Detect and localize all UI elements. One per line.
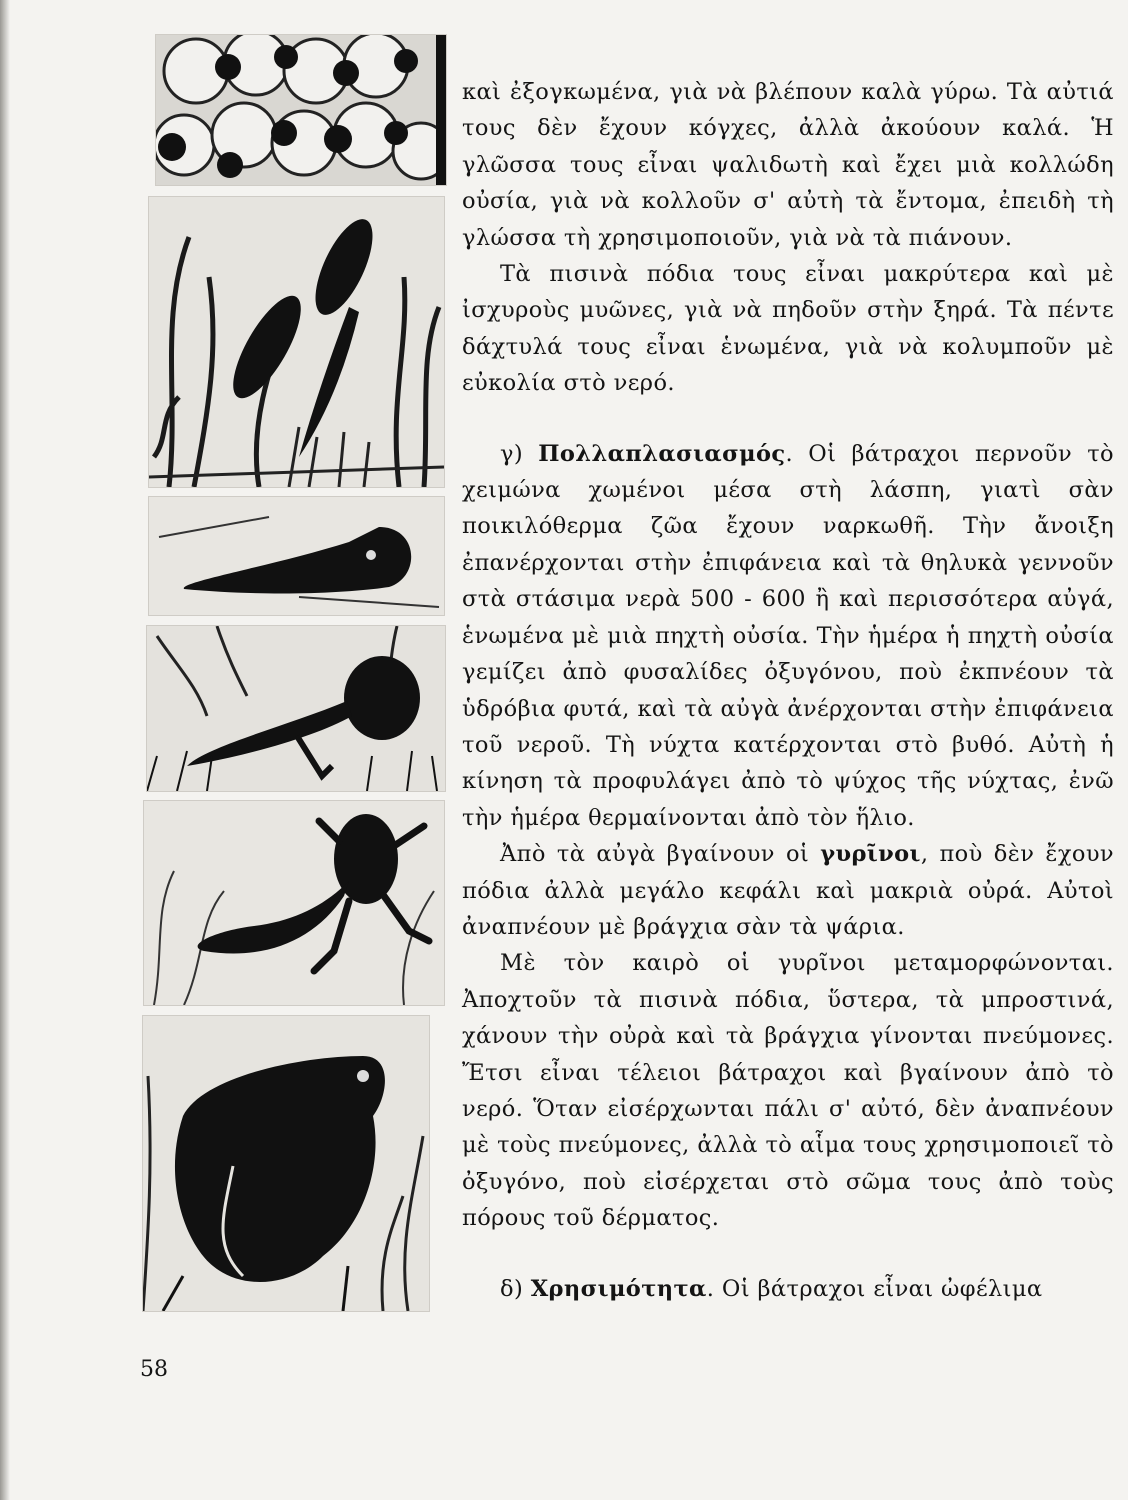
usefulness-body: . Οἱ βάτραχοι εἶναι ὠφέλιμα (706, 1275, 1043, 1302)
tadpole-with-legs-illustration (146, 625, 446, 792)
adult-frog-illustration (142, 1015, 430, 1312)
section-heading-reproduction: Πολλαπλασιασμός (538, 440, 786, 467)
term-tadpoles: γυρῖνοι (820, 841, 921, 868)
frog-eggs-illustration (155, 34, 447, 186)
section-gap (462, 402, 1114, 436)
section-heading-usefulness: Χρησιμότητα (530, 1275, 707, 1302)
section-marker-delta: δ) (500, 1275, 531, 1302)
reproduction-body: . Οἱ βάτραχοι περνοῦν τὸ χειμώνα χωμένοι μέσα στὴ λάσπη, γιατὶ σὰν ποικιλόθερμα ζῶα ἔχουν ναρκωθῆ. Τὴν ἄνοιξη ἐπανέρχονται στὴν ἐπιφάνεια καὶ τὰ θηλυκὰ γεννοῦν στὰ στάσιμα νερὰ 500 - 600 ἢ καὶ περισσότερα αὐγά, ἑνωμένα μὲ μιὰ πηχτὴ οὐσία. Τὴν ἡμέρα ἡ πηχτὴ οὐσία γεμίζει ἀπὸ φυσαλίδες ὀξυγόνου, ποὺ ἐκπνέουν τὰ ὑδρόβια φυτά, καὶ τὰ αὐγὰ ἀνέρχονται στὴν ἐπιφάνεια τοῦ νεροῦ. Τὴ νύχτα κατέρχονται στὸ βυθό. Αὐτὴ ἡ κίνηση τὰ προφυλάγει ἀπὸ τὸ ψύχος τῆς νύχτας, ἐνῶ τὴν ἡμέρα θερμαίνονται ἀπὸ τὸν ἥλιο. (462, 440, 1115, 831)
paragraph-tadpoles (462, 836, 1114, 945)
page-edge-shadow (0, 0, 10, 1500)
paragraph-metamorphosis: Μὲ τὸν καιρὸ οἱ γυρῖνοι μεταμορφώνονται. Ἀποχτοῦν τὰ πισινὰ πόδια, ὕστερα, τὰ μπροστινά, χάνουν τὴν οὐρὰ καὶ τὰ βράγχια γίνονται πνεύμονες. Ἔτσι εἶναι τέλειοι βάτραχοι καὶ βγαίνουν ἀπὸ τὸ νερό. Ὅταν εἰσέρχωνται πάλι σ' αὐτό, δὲν ἀναπνέουν μὲ τοὺς πνεύμονες, ἀλλὰ τὸ αἷμα τους χρησιμοποιεῖ τὸ ὀξυγόνο, ποὺ εἰσέρχεται στὸ σῶμα τους ἀπὸ τοὺς πόρους τοῦ δέρματος. (462, 950, 1114, 1232)
page-number: 58 (140, 1357, 168, 1382)
section-gap (462, 1237, 1114, 1271)
paragraph-usefulness (462, 1271, 1114, 1307)
tadpole-illustration (148, 496, 445, 616)
tadpoles-in-reeds-illustration (148, 196, 445, 488)
section-marker-gamma: γ) (500, 440, 539, 467)
body-text-column (462, 74, 1114, 1307)
paragraph-legs: Τὰ πισινὰ πόδια τους εἶναι μακρύτερα καὶ μὲ ἰσχυροὺς μυῶνες, γιὰ νὰ πηδοῦν στὴν ξηρά. Τὰ πέντε δάχτυλά τους εἶναι ἑνωμένα, γιὰ νὰ κολυμποῦν μὲ εὐκολία στὸ νερό. (462, 261, 1114, 397)
paragraph-reproduction (462, 436, 1114, 836)
tadpoles-text-post: , ποὺ δὲν ἔχουν πόδια ἀλλὰ μεγάλο κεφάλι καὶ μακριὰ οὐρά. Αὐτοὶ ἀναπνέουν μὲ βράγχια σὰν τὰ ψάρια. (462, 841, 1114, 940)
tadpoles-text-pre: Ἀπὸ τὰ αὐγὰ βγαίνουν οἱ (500, 841, 821, 868)
paragraph-senses: καὶ ἐξογκωμένα, γιὰ νὰ βλέπουν καλὰ γύρω. Τὰ αὐτιά τους δὲν ἔχουν κόγχες, ἀλλὰ ἀκούουν καλά. Ἡ γλῶσσα τους εἶναι ψαλιδωτὴ καὶ ἔχει μιὰ κολλώδη οὐσία, γιὰ νὰ κολλοῦν σ' αὐτὴ τὰ ἔντομα, ἐπειδὴ τὴ γλώσσα τὴ χρησιμοποιοῦν, γιὰ νὰ τὰ πιάνουν. (462, 79, 1114, 251)
froglet-with-tail-illustration (143, 800, 445, 1006)
